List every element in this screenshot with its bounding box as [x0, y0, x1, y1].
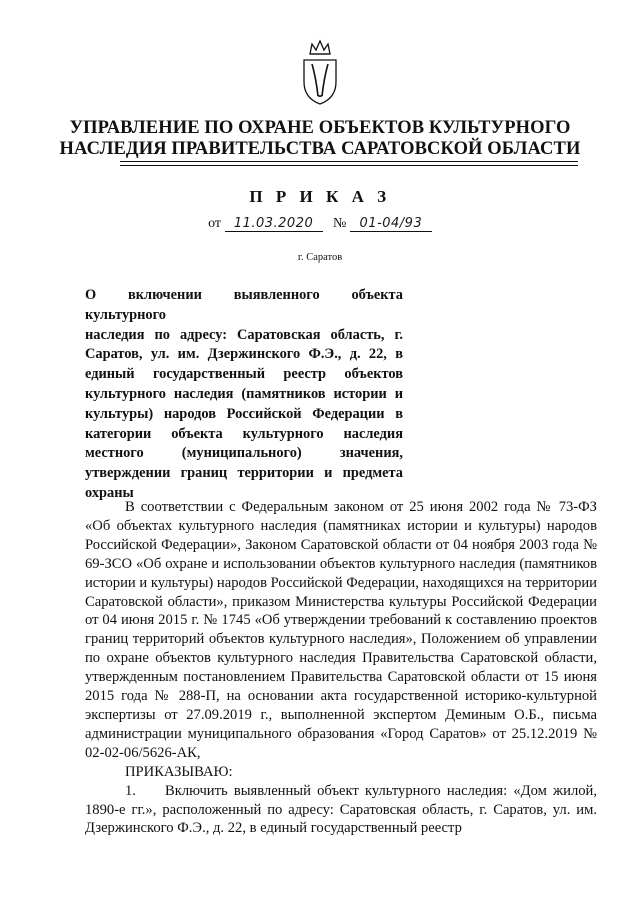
subject-line: категории объекта культурного наследия	[85, 425, 403, 442]
order-body	[85, 498, 597, 838]
agency-name-line-1: УПРАВЛЕНИЕ ПО ОХРАНЕ ОБЪЕКТОВ КУЛЬТУРНОГО	[69, 118, 571, 138]
subject-line: наследия по адресу: Саратовская область, г.	[85, 326, 403, 343]
command-heading: ПРИКАЗЫВАЮ:	[125, 763, 233, 780]
subject-line: местного (муниципального) значения,	[85, 445, 403, 462]
subject-line: О включении выявленного объекта культурного	[85, 287, 403, 323]
number-prefix: №	[333, 216, 347, 231]
order-city: г. Саратов	[297, 252, 343, 263]
order-date-number-line	[0, 216, 640, 232]
coat-of-arms-emblem	[298, 38, 342, 108]
item-number: 1.	[125, 782, 136, 799]
preamble-paragraph: В соответствии с Федеральным законом от 25 июня 2002 года № 73-ФЗ «Об объектах культурного наследия (памятниках истории и культуры) народов Российской Федерации», Законом Саратовской области от 04 ноября 2003 года № 69-ЗСО «Об охране и использовании объектов культурного наследия (памятников истории и культуры) народов Российской Федерации, находящихся на территории Саратовской области», приказом Министерства культуры Российской Федерации от 04 июня 2015 г. № 1745 «Об утверждении требований к составлению проектов границ территорий объектов культурного наследия», Положением об управлении по охране объектов культурного наследия Правительства Саратовской области, утвержденным постановлением Правительства Саратовской области от 15 июня 2015 года № 288-П, на основании акта государственной историко-культурной экспертизы от 27.09.2019 г., выполненной экспертом Деминым О.Б., письма администрации муниципального образования «Город Саратов» от 25.12.2019 № 02-02-06/5626-АК,	[85, 499, 597, 761]
subject-line: охраны	[85, 484, 134, 501]
subject-line: утверждении границ территории и предмета	[85, 465, 403, 482]
header-divider-thin	[120, 165, 578, 166]
order-item-1	[85, 782, 597, 839]
agency-name	[0, 118, 640, 160]
order-date: 11.03.2020	[225, 216, 323, 232]
document-title: П Р И К А З	[249, 187, 391, 206]
subject-line: Саратов, ул. им. Дзержинского Ф.Э., д. 22, в	[85, 346, 403, 363]
agency-name-line-2: НАСЛЕДИЯ ПРАВИТЕЛЬСТВА САРАТОВСКОЙ ОБЛАСТИ	[59, 139, 581, 159]
header-divider-thick	[120, 161, 578, 162]
subject-line: единый государственный реестр объектов	[85, 366, 403, 383]
item-text: Включить выявленный объект культурного наследия: «Дом жилой, 1890-е гг.», расположенный по адресу: Саратовская область, г. Саратов, ул. им. Дзержинского Ф.Э., д. 22, в единый государственный реестр	[85, 782, 597, 837]
date-prefix: от	[208, 216, 222, 231]
order-number: 01-04/93	[350, 216, 432, 232]
subject-line: культуры) народов Российской Федерации в	[85, 405, 403, 422]
order-subject	[85, 286, 403, 504]
subject-line: культурного наследия (памятников истории и	[85, 385, 403, 402]
